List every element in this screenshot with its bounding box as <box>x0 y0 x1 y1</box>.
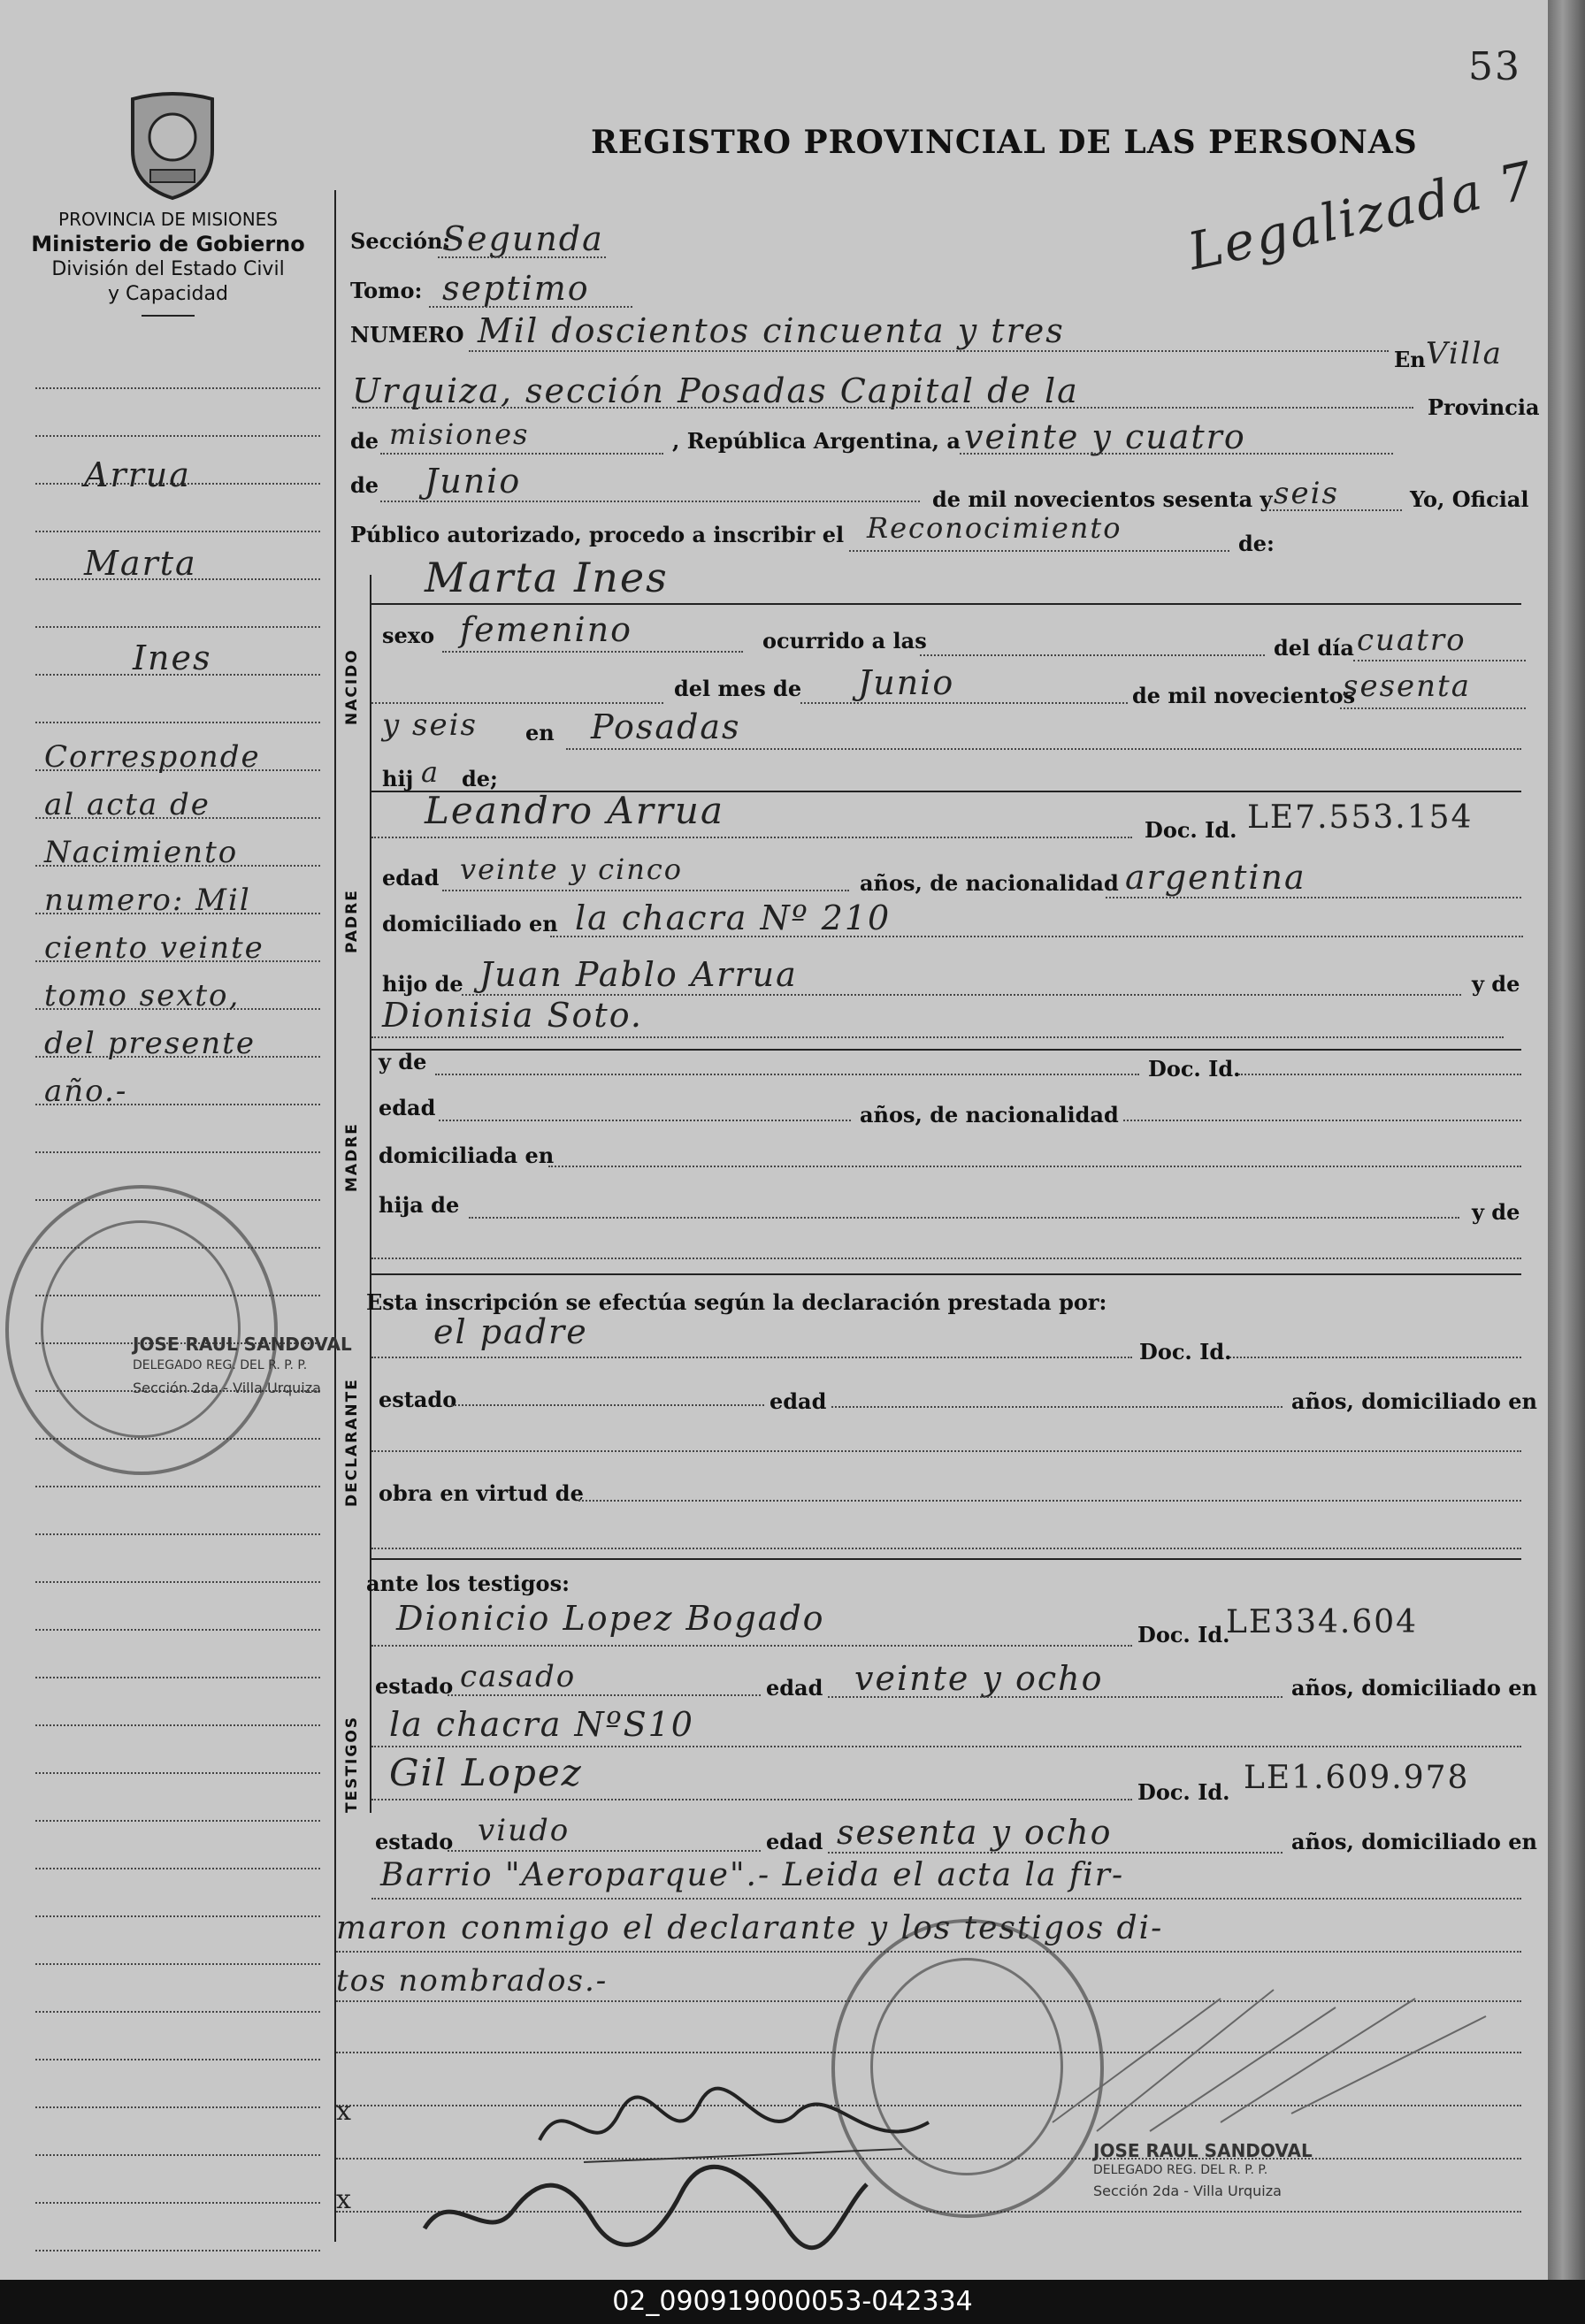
stamp-right-name: JOSE RAUL SANDOVAL <box>1093 2140 1313 2161</box>
en-value: Villa <box>1426 336 1503 371</box>
de-semi-label: de; <box>462 766 498 791</box>
margin-note-line: tomo sexto, <box>44 978 241 1013</box>
mes-nac-value: Junio <box>858 663 955 702</box>
testigo1-edad-label: edad <box>766 1675 823 1701</box>
testigo1-value: Dionicio Lopez Bogado <box>396 1599 825 1638</box>
margin-guide-line <box>35 2154 320 2156</box>
hij-label: hij <box>382 766 414 791</box>
testigo1-estado-value: casado <box>460 1659 577 1694</box>
lugar-nac-value: Posadas <box>591 707 741 746</box>
numero-label: NUMERO <box>350 322 464 348</box>
stamp-right-section: Sección 2da - Villa Urquiza <box>1093 2183 1282 2199</box>
official-stamp-right-inner <box>870 1958 1063 2175</box>
testigo2-value: Gil Lopez <box>389 1751 583 1794</box>
madre-dom-label: domiciliada en <box>379 1143 555 1168</box>
padre-nac-label: años, de nacionalidad <box>860 870 1119 896</box>
margin-note-line: del presente <box>44 1026 256 1061</box>
de-colon-label: de: <box>1238 531 1275 556</box>
margin-guide-line <box>35 2106 320 2108</box>
fecha-dia-value: veinte y cuatro <box>964 417 1246 456</box>
margin-guide-line <box>35 1772 320 1774</box>
declarante-value: el padre <box>433 1312 588 1351</box>
fecha-mes-value: Junio <box>425 462 522 501</box>
testigo1-edad-value: veinte y ocho <box>854 1659 1104 1698</box>
cierre-line-3: tos nombrados.- <box>336 1963 609 1999</box>
division-label: División del Estado Civil <box>51 258 285 280</box>
province-label: PROVINCIA DE MISIONES <box>58 209 278 230</box>
sexo-value: femenino <box>460 610 633 649</box>
madre-doc-label: Doc. Id. <box>1148 1056 1241 1082</box>
margin-guide-line <box>35 1915 320 1917</box>
en-cont-value: Urquiza, sección Posadas Capital de la <box>352 371 1079 410</box>
ante-testigos-label: ante los testigos: <box>366 1571 570 1596</box>
declarante-estado-label: estado <box>379 1387 457 1412</box>
testigo2-doc-label: Doc. Id. <box>1137 1779 1230 1805</box>
margin-note-line: ciento veinte <box>44 930 264 966</box>
margin-note-line: Nacimiento <box>44 835 239 870</box>
acto-value: Reconocimiento <box>867 511 1122 545</box>
margin-guide-line <box>35 1963 320 1965</box>
provincia-value: misiones <box>389 417 530 451</box>
margin-guide-line <box>35 1868 320 1869</box>
declarante-rule <box>371 1558 1521 1560</box>
madre-y-de-end-label: y de <box>1472 1199 1520 1225</box>
del-mes-label: del mes de <box>674 676 802 701</box>
margin-guide-line <box>35 435 320 437</box>
de-mil-nov-label: de mil novecientos <box>1132 683 1356 708</box>
en-label: En <box>1394 347 1426 372</box>
capacity-label: y Capacidad <box>108 283 228 305</box>
seccion-label: Sección: <box>350 228 451 254</box>
padre-y-de-label: y de <box>1472 971 1520 997</box>
de-label-2: de <box>350 472 379 498</box>
left-header-rule <box>142 315 195 317</box>
padre-nac-value: argentina <box>1125 858 1306 897</box>
official-stamp-left-inner <box>41 1220 241 1438</box>
margin-note-line: al acta de <box>44 787 211 822</box>
padre-madre-value: Dionisia Soto. <box>382 996 643 1035</box>
tomo-value: septimo <box>442 269 590 308</box>
inner-column-divider <box>370 575 371 1813</box>
testigo2-edad-value: sesenta y ocho <box>837 1813 1113 1852</box>
de-mil-label: de mil novecientos sesenta y <box>932 486 1273 512</box>
hijo-de-label: hijo de <box>382 971 463 997</box>
ano-value: seis <box>1274 476 1339 511</box>
ministry-label: Ministerio de Gobierno <box>31 232 305 256</box>
testigo1-doc-label: Doc. Id. <box>1137 1622 1230 1647</box>
testigo1-anos-label: años, domiciliado en <box>1291 1675 1537 1701</box>
ano-nac-2-value: y seis <box>382 707 478 743</box>
provincia-label: Provincia <box>1428 394 1540 420</box>
margin-note-line: numero: Mil <box>44 883 251 918</box>
padre-edad-label: edad <box>382 865 440 891</box>
margin-surname: Arrua <box>84 455 191 494</box>
flourish-scribble <box>1044 1963 1504 2140</box>
image-id-footer: 02_090919000053-042334 <box>0 2280 1585 2324</box>
padre-rule <box>371 1049 1521 1051</box>
margin-guide-line <box>35 2250 320 2251</box>
testigo2-estado-value: viudo <box>478 1813 570 1848</box>
document-title: REGISTRO PROVINCIAL DE LAS PERSONAS <box>591 124 1418 161</box>
hij-suffix-value: a <box>421 755 440 789</box>
margin-guide-line <box>35 626 320 628</box>
margin-guide-line <box>35 1151 320 1153</box>
declarante-section-label: DECLARANTE <box>343 1378 361 1507</box>
declarante-anos-label: años, domiciliado en <box>1291 1388 1537 1414</box>
stamp-left-role: DELEGADO REG. DEL R. P. P. <box>133 1358 308 1372</box>
madre-edad-label: edad <box>379 1095 436 1120</box>
testigo1-dom-value: la chacra NºS10 <box>389 1705 694 1744</box>
yo-oficial-label: Yo, Oficial <box>1410 486 1529 512</box>
madre-hija-label: hija de <box>379 1192 460 1218</box>
madre-rule <box>371 1273 1521 1275</box>
nombre-value: Marta Ines <box>425 554 669 601</box>
x-mark-1: x <box>336 2096 353 2127</box>
margin-guide-line <box>35 387 320 389</box>
esta-inscripcion-label: Esta inscripción se efectúa según la declaración prestada por: <box>366 1289 1107 1315</box>
book-binding <box>1548 0 1585 2280</box>
testigo2-edad-label: edad <box>766 1829 823 1854</box>
declarante-edad-label: edad <box>770 1388 827 1414</box>
margin-given-name-2: Ines <box>133 638 212 677</box>
coat-of-arms-icon <box>124 88 221 202</box>
margin-guide-line <box>35 531 320 532</box>
ocurrido-label: ocurrido a las <box>762 628 927 654</box>
margin-guide-line <box>35 2059 320 2060</box>
x-mark-2: x <box>336 2184 353 2215</box>
padre-dom-value: la chacra Nº 210 <box>575 898 892 937</box>
en-lower-label: en <box>525 720 555 745</box>
seccion-value: Segunda <box>442 219 604 258</box>
margin-guide-line <box>35 1820 320 1822</box>
testigos-section-label: TESTIGOS <box>343 1715 361 1813</box>
stamp-right-role: DELEGADO REG. DEL R. P. P. <box>1093 2163 1268 2177</box>
testigo2-doc-value: LE1.609.978 <box>1244 1760 1470 1796</box>
republica-label: , República Argentina, a <box>672 428 961 454</box>
margin-note-line: Corresponde <box>44 739 261 775</box>
madre-y-de-label: y de <box>379 1049 427 1074</box>
ano-nac-1-value: sesenta <box>1343 669 1471 704</box>
padre-doc-label: Doc. Id. <box>1145 817 1237 843</box>
margin-given-name-1: Marta <box>84 544 197 583</box>
stamp-left-name: JOSE RAUL SANDOVAL <box>133 1334 352 1355</box>
nacido-section-label: NACIDO <box>343 648 361 725</box>
declarante-doc-label: Doc. Id. <box>1139 1339 1232 1365</box>
legalizada-annotation: Legalizada 7 <box>1183 149 1540 282</box>
publico-label: Público autorizado, procedo a inscribir el <box>350 522 845 547</box>
padre-edad-value: veinte y cinco <box>460 852 684 886</box>
margin-guide-line <box>35 1629 320 1631</box>
madre-section-label: MADRE <box>343 1122 361 1192</box>
stamp-left-section: Sección 2da - Villa Urquiza <box>133 1380 321 1396</box>
margin-note-line: año.- <box>44 1074 128 1109</box>
padre-padre-value: Juan Pablo Arrua <box>479 955 798 994</box>
de-label: de <box>350 428 379 454</box>
numero-value: Mil doscientos cincuenta y tres <box>478 311 1065 350</box>
margin-guide-line <box>35 1581 320 1583</box>
tomo-label: Tomo: <box>350 278 423 303</box>
margin-guide-line <box>35 1533 320 1535</box>
cierre-line-1: Barrio "Aeroparque".- Leida el acta la fir- <box>380 1857 1125 1893</box>
del-dia-label: del día <box>1274 635 1354 661</box>
page-number: 53 <box>1468 44 1521 89</box>
margin-guide-line <box>35 722 320 723</box>
margin-guide-line <box>35 2011 320 2013</box>
margin-guide-line <box>35 1724 320 1726</box>
padre-nombre-value: Leandro Arrua <box>425 789 725 832</box>
testigo2-anos-label: años, domiciliado en <box>1291 1829 1537 1854</box>
madre-nac-label: años, de nacionalidad <box>860 1102 1119 1128</box>
margin-guide-line <box>35 2202 320 2204</box>
testigo2-estado-label: estado <box>375 1829 454 1854</box>
padre-doc-value: LE7.553.154 <box>1247 799 1474 836</box>
cierre-line-2: maron conmigo el declarante y los testigos di- <box>336 1910 1164 1946</box>
nombre-rule <box>371 603 1521 605</box>
dia-nac-value: cuatro <box>1357 623 1466 658</box>
obra-label: obra en virtud de <box>379 1480 584 1506</box>
signature-gil-lopez <box>416 2158 876 2255</box>
padre-section-label: PADRE <box>343 889 361 953</box>
margin-guide-line <box>35 1677 320 1678</box>
padre-dom-label: domiciliado en <box>382 911 558 936</box>
testigo1-estado-label: estado <box>375 1673 454 1699</box>
margin-guide-line <box>35 1486 320 1487</box>
testigo1-doc-value: LE334.604 <box>1226 1604 1419 1640</box>
sexo-label: sexo <box>382 623 435 648</box>
